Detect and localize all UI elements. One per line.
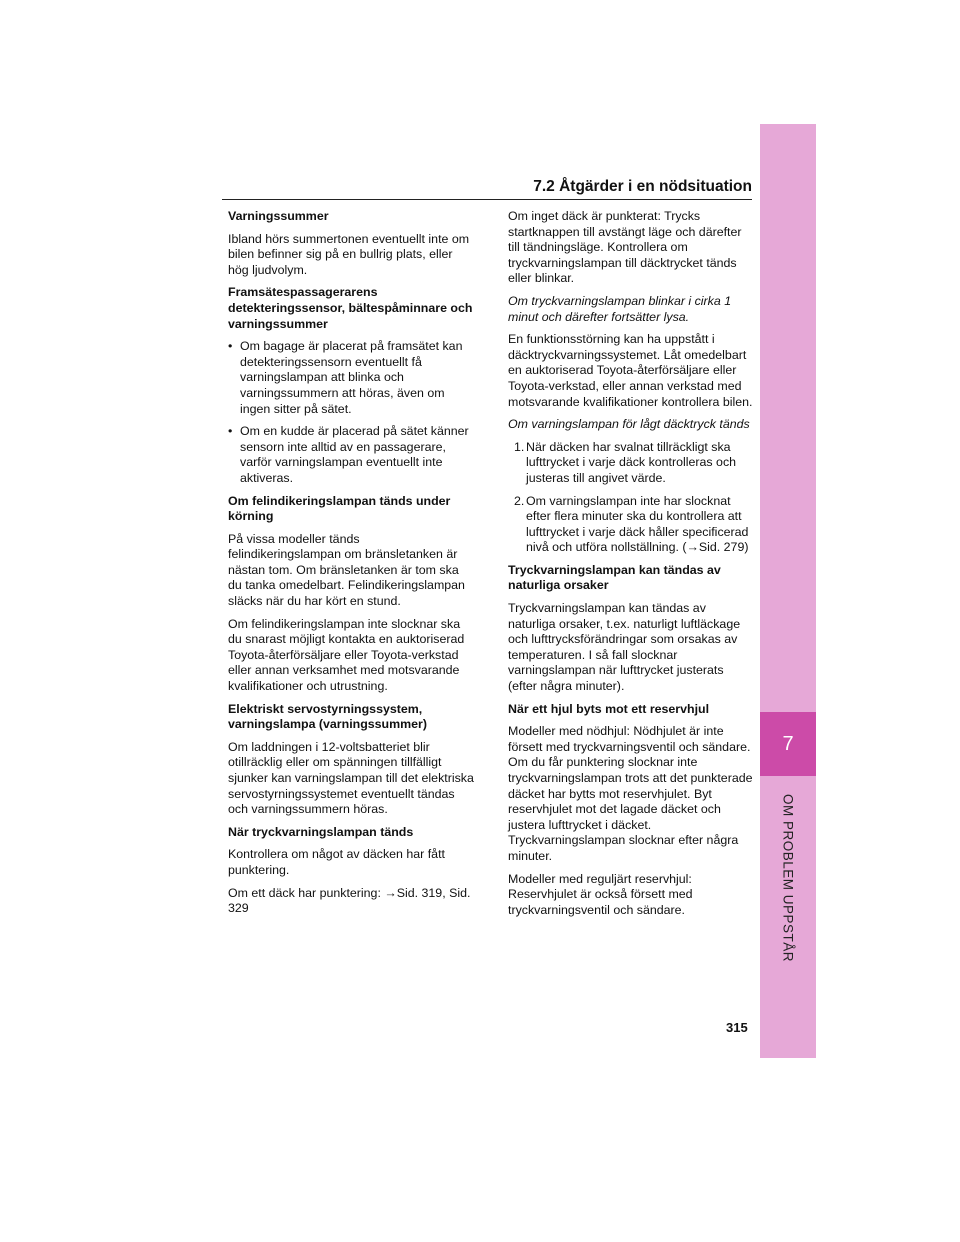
section-heading: När ett hjul byts mot ett reservhjul <box>508 701 710 716</box>
paragraph: Om ett däck har punktering: →Sid. 319, Sid. 329 <box>228 885 471 916</box>
paragraph: Modeller med reguljärt reservhjul: Reservhjulet är också försett med tryckvarningsventil och sändare. <box>508 871 693 917</box>
section-heading: Tryckvarningslampan kan tändas av naturliga orsaker <box>508 562 721 593</box>
paragraph: Ibland hörs summertonen eventuellt inte om bilen befinner sig på en bullrig plats, eller hög ljudvolym. <box>228 231 470 277</box>
bullet-text: Om en kudde är placerad på sätet känner sensorn inte alltid av en passagerare, varför varningslampan eventuellt inte aktiveras. <box>240 424 469 485</box>
numbered-text: När däcken har svalnat tillräckligt ska lufttrycket i varje däck kontrolleras och justeras till angivet värde. <box>526 439 737 485</box>
item-number: 1. <box>514 439 525 454</box>
section-title: 7.2 Åtgärder i en nödsituation <box>533 178 752 195</box>
bullet-icon: • <box>228 339 233 354</box>
section-heading: Elektriskt servostyrningssystem, varningslampa (varningssummer) <box>228 701 428 732</box>
bullet-icon: • <box>228 424 233 439</box>
paragraph: Modeller med nödhjul: Nödhjulet är inte försett med tryckvarningsventil och sändare. Om du får punktering slocknar inte tryckvarningslampan trots att det punkterade däcket har bytts mot reservhjulet. Byt reservhjulet mot det lagade däcket och justera lufttrycket i däcket. Tryckvarningslampan slocknar efter några minuter. <box>508 724 753 863</box>
section-heading: Varningssummer <box>228 209 329 223</box>
item-number: 2. <box>514 493 525 508</box>
left-column <box>228 209 474 924</box>
chapter-side-tab <box>760 124 816 1058</box>
numbered-text: Om varningslampan inte har slocknat efter flera minuter ska du kontrollera att lufttrycket i varje däck håller specificerad nivå och utföra nollställning. (→Sid. 279) <box>526 493 749 555</box>
bullet-text: Om bagage är placerat på framsätet kan detekteringssensorn eventuellt få varningslampan att blinka och varningssummern att höras, även om ingen sitter på sätet. <box>240 339 463 416</box>
right-column <box>508 209 754 925</box>
paragraph: Om laddningen i 12-voltsbatteriet blir otillräcklig eller om spänningen tillfälligt sjunker kan varningslampan till det elektriska servostyrningssystemet eventuellt tändas och varningssummern höras. <box>228 739 474 817</box>
section-heading: Framsätespassagerarens detekteringssensor, bältespåminnare och varningssummer <box>228 285 473 331</box>
numbered-item <box>508 494 754 556</box>
paragraph: Om felindikeringslampan inte slocknar ska du snarast möjligt kontakta en auktoriserad Toyota-återförsäljare eller Toyota-verkstad eller annan verksamhet med motsvarande kvalifikationer och utrustning. <box>228 616 465 694</box>
paragraph: Kontrollera om något av däcken har fått punktering. <box>228 847 445 877</box>
paragraph: På vissa modeller tänds felindikeringslampan om bränsletanken är nästan tom. Om bränsletanken är tom ska du tanka omedelbart. Felindikeringslampan släcks när du har kört en stund. <box>228 531 465 609</box>
paragraph: Om inget däck är punkterat: Trycks startknappen till avstängt läge och därefter till tändningsläge. Kontrollera om tryckvarningslampan till däcktrycket tänds eller blinkar. <box>508 209 742 286</box>
section-heading: När tryckvarningslampan tänds <box>228 824 414 839</box>
chapter-label: OM PROBLEM UPPSTÅR <box>780 794 796 963</box>
italic-subheading: Om tryckvarningslampan blinkar i cirka 1 minut och därefter fortsätter lysa. <box>508 293 732 324</box>
section-heading: Om felindikeringslampan tänds under körning <box>228 493 451 524</box>
bullet-item <box>228 339 474 417</box>
chapter-number: 7 <box>760 712 816 776</box>
bullet-item <box>228 424 474 486</box>
header-divider <box>222 199 752 200</box>
paragraph: En funktionsstörning kan ha uppstått i däcktryckvarningssystemet. Låt omedelbart en auktoriserad Toyota-återförsäljare eller Toyota-verkstad, eller annan verkstad med motsvarande kvalifikationer kontrollera bilen. <box>508 332 753 409</box>
page-number: 315 <box>726 1020 748 1035</box>
paragraph: Tryckvarningslampan kan tändas av naturliga orsaker, t.ex. naturligt luftläckage och lufttrycksförändringar som orsakas av temperaturen. I så fall slocknar varningslampan när lufttrycket justerats (efter några minuter). <box>508 601 741 694</box>
numbered-item <box>508 440 754 487</box>
italic-subheading: Om varningslampan för lågt däcktryck tänds <box>508 417 750 432</box>
